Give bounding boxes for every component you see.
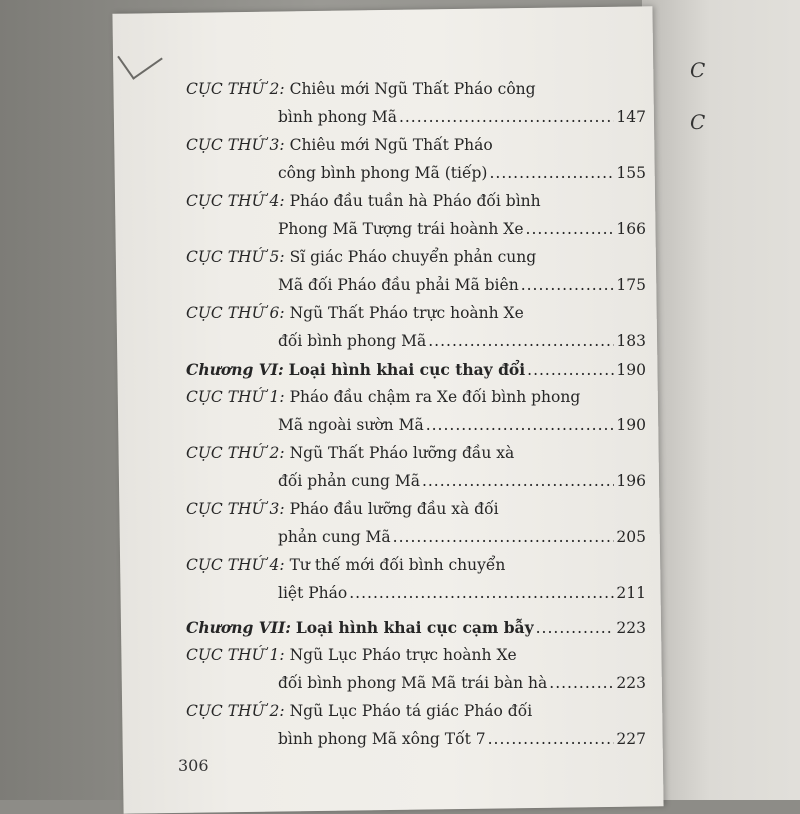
entry-label: CỤC THỨ 2:	[186, 444, 285, 462]
entry-page-number: 223	[616, 619, 646, 637]
entry-label: CỤC THỨ 4:	[186, 192, 285, 210]
entry-title: Pháo đầu tuần hà Pháo đối bình	[289, 192, 541, 210]
toc-entry	[186, 248, 646, 304]
entry-title: Pháo đầu lưỡng đầu xà đối	[289, 500, 499, 518]
leader-dots	[426, 416, 615, 434]
toc-entry	[186, 80, 646, 136]
leader-dots	[489, 164, 614, 182]
entry-label: CỤC THỨ 5:	[186, 248, 285, 266]
entry-title: Ngũ Lục Pháo trực hoành Xe	[289, 646, 517, 664]
entry-title: Ngũ Thất Pháo trực hoành Xe	[289, 304, 524, 322]
entry-page-number: 227	[616, 730, 646, 748]
leader-dots	[521, 276, 615, 294]
entry-label: CỤC THỨ 3:	[186, 500, 285, 518]
toc-entry	[186, 646, 646, 702]
entry-label: CỤC THỨ 6:	[186, 304, 285, 322]
chapter-label: Chương VI:	[186, 360, 284, 379]
entry-page-number: 190	[616, 416, 646, 434]
entry-page-number: 196	[616, 472, 646, 490]
leader-dots	[428, 332, 614, 350]
entry-title: Chiêu mới Ngũ Thất Pháo công	[289, 80, 536, 98]
adjacent-page	[642, 0, 800, 800]
entry-page-number: 166	[616, 220, 646, 238]
entry-page-number: 147	[616, 108, 646, 126]
toc-entry	[186, 304, 646, 360]
toc-chapter-entry	[186, 360, 646, 388]
entry-title: Ngũ Thất Pháo lưỡng đầu xà	[289, 444, 515, 462]
entry-title-cont: liệt Pháo	[278, 584, 348, 602]
entry-label: CỤC THỨ 1:	[186, 388, 285, 406]
toc-entry	[186, 444, 646, 500]
entry-label: CỤC THỨ 2:	[186, 702, 285, 720]
entry-label: CỤC THỨ 3:	[186, 136, 285, 154]
entry-title-cont: Phong Mã Tượng trái hoành Xe	[278, 220, 524, 238]
entry-page-number: 183	[616, 332, 646, 350]
entry-title-cont: phản cung Mã	[278, 528, 391, 546]
leader-dots	[349, 584, 614, 602]
entry-title-cont: đối phản cung Mã	[278, 472, 420, 490]
toc-chapter-entry	[186, 618, 646, 646]
leader-dots	[536, 619, 615, 637]
entry-title-cont: Mã ngoài sườn Mã	[278, 416, 424, 434]
entry-page-number: 175	[616, 276, 646, 294]
entry-title-cont: bình phong Mã xông Tốt 7	[278, 730, 486, 748]
leader-dots	[527, 361, 614, 379]
adjacent-page-glyph: C	[690, 110, 706, 134]
entry-page-number: 223	[616, 674, 646, 692]
entry-label: CỤC THỨ 1:	[186, 646, 285, 664]
toc-entry	[186, 136, 646, 192]
toc-entry	[186, 702, 646, 758]
leader-dots	[526, 220, 615, 238]
toc-entry	[186, 192, 646, 248]
entry-page-number: 211	[616, 584, 646, 602]
leader-dots	[422, 472, 614, 490]
leader-dots	[549, 674, 614, 692]
leader-dots	[488, 730, 615, 748]
entry-title-cont: bình phong Mã	[278, 108, 397, 126]
chapter-title: Loại hình khai cục thay đổi	[288, 360, 526, 379]
entry-title-cont: Mã đối Pháo đầu phải Mã biên	[278, 276, 519, 294]
toc-entry	[186, 500, 646, 556]
entry-title: Pháo đầu chậm ra Xe đối bình phong	[289, 388, 581, 406]
entry-page-number: 155	[616, 164, 646, 182]
leader-dots	[393, 528, 615, 546]
entry-title: Chiêu mới Ngũ Thất Pháo	[289, 136, 493, 154]
entry-page-number: 190	[616, 361, 646, 379]
adjacent-page-glyph: C	[690, 58, 706, 82]
chapter-label: Chương VII:	[186, 618, 291, 637]
entry-title-cont: công bình phong Mã (tiếp)	[278, 164, 488, 182]
leader-dots	[399, 108, 614, 126]
entry-title-cont: đối bình phong Mã	[278, 332, 427, 350]
toc-entry	[186, 556, 646, 612]
entry-label: CỤC THỨ 2:	[186, 80, 285, 98]
toc-entry	[186, 388, 646, 444]
page-number-footer: 306	[178, 756, 209, 775]
chapter-title: Loại hình khai cục cạm bẫy	[295, 618, 534, 637]
table-of-contents	[186, 80, 646, 758]
entry-title: Ngũ Lục Pháo tá giác Pháo đối	[289, 702, 533, 720]
entry-page-number: 205	[616, 528, 646, 546]
entry-title: Tư thế mới đối bình chuyển	[289, 556, 506, 574]
entry-title-cont: đối bình phong Mã Mã trái bàn hà	[278, 674, 548, 692]
entry-label: CỤC THỨ 4:	[186, 556, 285, 574]
entry-title: Sĩ giác Pháo chuyển phản cung	[289, 248, 537, 266]
